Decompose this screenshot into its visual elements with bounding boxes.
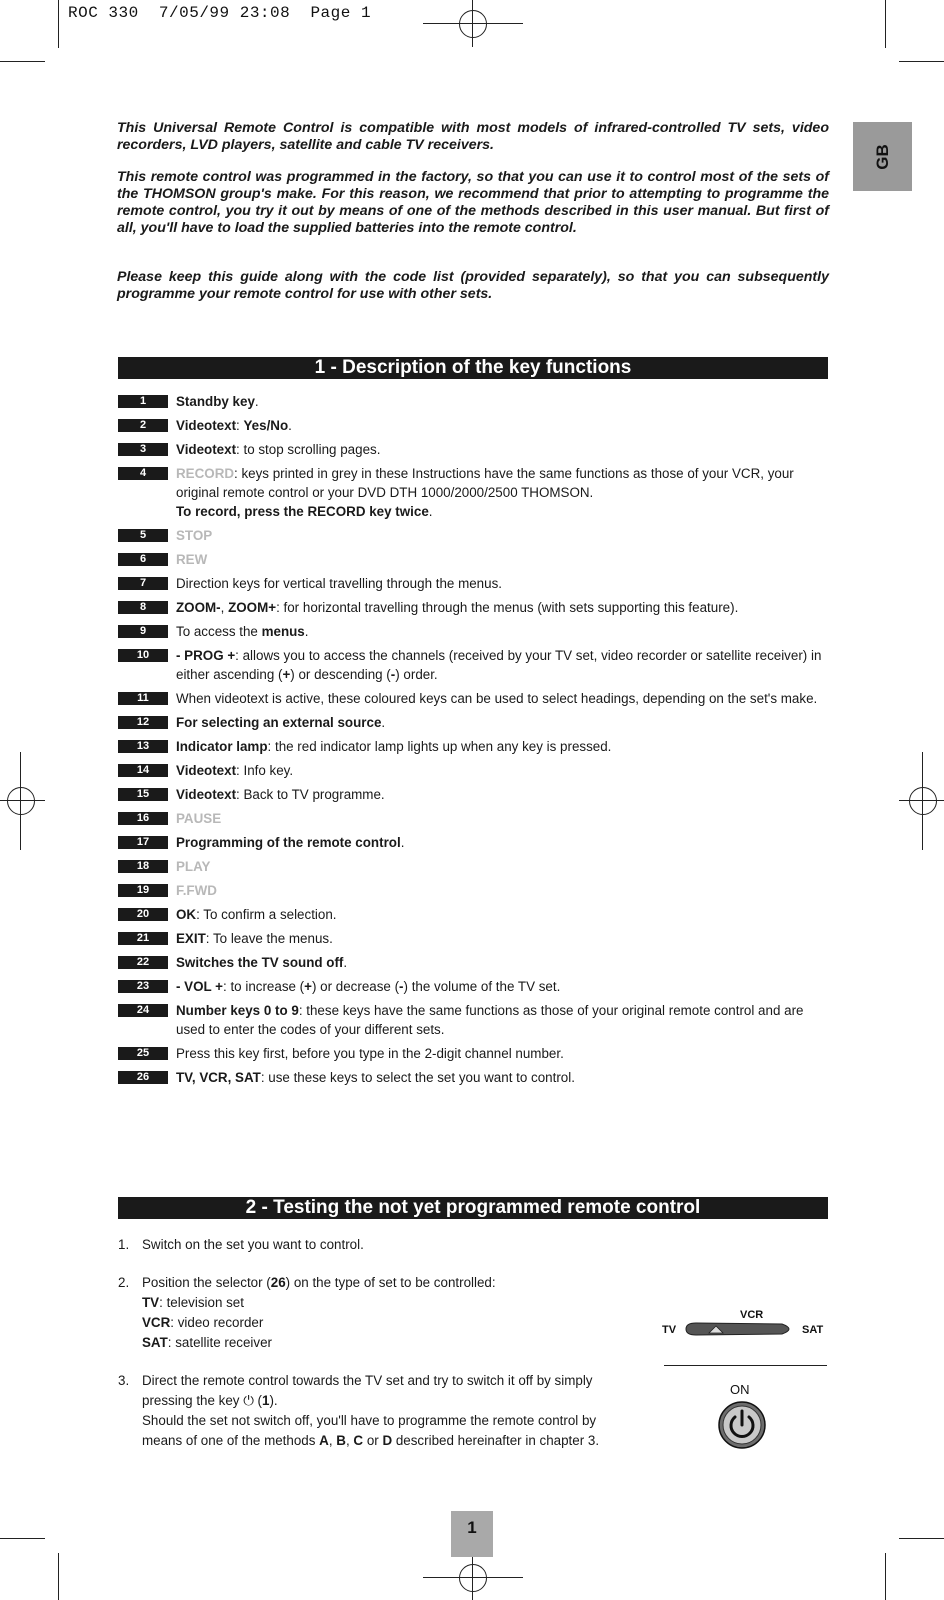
key-description bbox=[176, 416, 830, 435]
text-run: : To leave the menus. bbox=[205, 931, 333, 946]
key-number-badge: 22 bbox=[118, 956, 168, 969]
key-number-badge: 1 bbox=[118, 395, 168, 408]
key-number-badge: 17 bbox=[118, 836, 168, 849]
key-function-row bbox=[118, 737, 830, 761]
text-run: , bbox=[345, 1433, 354, 1448]
text-run: : for horizontal travelling through the menus (with sets supporting this feature). bbox=[276, 600, 739, 615]
text-run: . bbox=[288, 418, 292, 433]
text-run: . bbox=[381, 715, 386, 730]
key-number-badge: 10 bbox=[118, 649, 168, 662]
key-number-badge: 25 bbox=[118, 1047, 168, 1060]
key-number-badge: 26 bbox=[118, 1071, 168, 1084]
grey-key-name: REW bbox=[176, 552, 208, 567]
print-header: ROC 330 7/05/99 23:08 Page 1 bbox=[68, 4, 372, 22]
intro-paragraph: Please keep this guide along with the code list (provided separately), so that you can subsequently programme your remote control for use with other sets. bbox=[117, 269, 829, 302]
key-description bbox=[176, 526, 830, 545]
key-function-row bbox=[118, 1044, 830, 1068]
key-function-row bbox=[118, 416, 830, 440]
key-number-badge: 4 bbox=[118, 467, 168, 480]
key-description bbox=[176, 464, 830, 521]
key-function-row bbox=[118, 1068, 830, 1092]
key-function-row bbox=[118, 646, 830, 689]
text-run: Switch on the set you want to control. bbox=[142, 1237, 364, 1252]
bold-term: - bbox=[399, 979, 404, 994]
text-run: : To confirm a selection. bbox=[196, 907, 337, 922]
bold-term: + bbox=[304, 979, 312, 994]
key-number-badge: 12 bbox=[118, 716, 168, 729]
key-description bbox=[176, 622, 830, 641]
crop-mark-top-right-v bbox=[885, 0, 886, 48]
key-description bbox=[176, 550, 830, 569]
bold-term: To record, press the RECORD key twice bbox=[176, 504, 429, 519]
crop-mark-bottom-left-h bbox=[0, 1538, 45, 1539]
key-number-badge: 19 bbox=[118, 884, 168, 897]
key-description bbox=[176, 833, 830, 852]
key-function-row bbox=[118, 809, 830, 833]
text-run: : video recorder bbox=[170, 1315, 264, 1330]
text-run: ) or descending ( bbox=[290, 667, 391, 682]
key-description bbox=[176, 953, 830, 972]
test-steps-list bbox=[118, 1235, 638, 1451]
selector-sat-label: SAT bbox=[802, 1324, 824, 1336]
key-number-badge: 15 bbox=[118, 788, 168, 801]
key-number-badge: 13 bbox=[118, 740, 168, 753]
bold-term: - PROG + bbox=[176, 648, 236, 663]
section-1-heading: 1 - Description of the key functions bbox=[118, 357, 828, 379]
text-run: When videotext is active, these coloured keys can be used to select headings, depending on the set's make. bbox=[176, 691, 818, 706]
bold-term: Videotext bbox=[176, 787, 237, 802]
grey-key-name: F.FWD bbox=[176, 883, 217, 898]
illustration-divider bbox=[664, 1365, 827, 1366]
key-number-badge: 11 bbox=[118, 692, 168, 705]
text-run: ). bbox=[269, 1393, 278, 1408]
bold-term: TV, VCR, SAT bbox=[176, 1070, 261, 1085]
intro-paragraph: This remote control was programmed in the factory, so that you can use it to control most of the sets of the THOMSON group's make. For this reason, we recommend that prior to attempting to programme the remote control, you try it out by means of one of the methods described in this user manual. But first of all, you'll have to load the supplied batteries into the remote control. bbox=[117, 169, 829, 236]
bold-term: A bbox=[319, 1433, 329, 1448]
key-number-badge: 23 bbox=[118, 980, 168, 993]
key-function-row bbox=[118, 598, 830, 622]
text-run: : use these keys to select the set you want to control. bbox=[260, 1070, 575, 1085]
bold-term: Videotext bbox=[176, 763, 237, 778]
grey-key-name: PLAY bbox=[176, 859, 211, 874]
crop-mark-top-right-h bbox=[899, 61, 944, 62]
bold-term: Switches the TV sound off bbox=[176, 955, 344, 970]
text-run: Press this key first, before you type in the 2-digit channel number. bbox=[176, 1046, 564, 1061]
key-description bbox=[176, 881, 830, 900]
key-number-badge: 7 bbox=[118, 577, 168, 590]
bold-term: Number keys 0 to 9 bbox=[176, 1003, 299, 1018]
key-function-row bbox=[118, 857, 830, 881]
key-description bbox=[176, 809, 830, 828]
grey-key-name: STOP bbox=[176, 528, 213, 543]
key-number-badge: 18 bbox=[118, 860, 168, 873]
key-number-badge: 16 bbox=[118, 812, 168, 825]
page-number: 1 bbox=[451, 1511, 493, 1557]
key-description bbox=[176, 1068, 830, 1087]
bold-term: Yes/No bbox=[243, 418, 289, 433]
crop-mark-bottom-left-v bbox=[58, 1553, 59, 1600]
key-description bbox=[176, 1044, 830, 1063]
key-description bbox=[176, 392, 830, 411]
bold-term: EXIT bbox=[176, 931, 206, 946]
text-run: : to stop scrolling pages. bbox=[236, 442, 381, 457]
bold-term: ZOOM- bbox=[176, 600, 221, 615]
key-description bbox=[176, 1001, 830, 1039]
key-number-badge: 24 bbox=[118, 1004, 168, 1017]
bold-term: - VOL + bbox=[176, 979, 224, 994]
text-run: ) order. bbox=[395, 667, 438, 682]
key-function-row bbox=[118, 785, 830, 809]
bold-term: D bbox=[382, 1433, 393, 1448]
bold-term: ZOOM+ bbox=[228, 600, 277, 615]
on-button-illustration bbox=[715, 1383, 771, 1453]
key-description bbox=[176, 713, 830, 732]
key-function-row bbox=[118, 713, 830, 737]
crop-mark-top-left-h bbox=[0, 61, 45, 62]
text-run: described hereinafter in chapter 3. bbox=[392, 1433, 600, 1448]
key-number-badge: 2 bbox=[118, 419, 168, 432]
key-function-row bbox=[118, 905, 830, 929]
bold-term: B bbox=[336, 1433, 346, 1448]
key-function-row bbox=[118, 1001, 830, 1044]
text-run: Direct the remote control towards the TV set and try to switch it off by simply pressing the key ⏻ ( bbox=[142, 1373, 593, 1408]
key-function-row bbox=[118, 833, 830, 857]
key-function-row bbox=[118, 689, 830, 713]
crop-mark-bottom-right-h bbox=[899, 1538, 944, 1539]
key-function-row bbox=[118, 574, 830, 598]
key-number-badge: 14 bbox=[118, 764, 168, 777]
key-function-row bbox=[118, 464, 830, 526]
text-run: To access the bbox=[176, 624, 262, 639]
text-run: : the red indicator lamp lights up when any key is pressed. bbox=[267, 739, 612, 754]
bold-term: 1 bbox=[262, 1393, 270, 1408]
text-run: : to increase ( bbox=[223, 979, 305, 994]
selector-tv-label: TV bbox=[662, 1324, 677, 1336]
bold-term: OK bbox=[176, 907, 197, 922]
key-number-badge: 20 bbox=[118, 908, 168, 921]
text-run: : these keys have the same functions as those of your original remote control and are used to enter the codes of your different sets. bbox=[176, 1003, 804, 1037]
section-2-heading: 2 - Testing the not yet programmed remote control bbox=[118, 1197, 828, 1219]
key-description bbox=[176, 977, 830, 996]
intro-paragraph: This Universal Remote Control is compatible with most models of infrared-controlled TV sets, video recorders, LVD players, satellite and cable TV receivers. bbox=[117, 120, 829, 153]
selector-track bbox=[686, 1323, 789, 1335]
text-run: . bbox=[304, 624, 309, 639]
key-function-row bbox=[118, 929, 830, 953]
bold-term: TV bbox=[142, 1295, 160, 1310]
step-number: 3. bbox=[118, 1373, 130, 1388]
key-function-row bbox=[118, 953, 830, 977]
text-run: : satellite receiver bbox=[167, 1335, 272, 1350]
key-description bbox=[176, 598, 830, 617]
text-run: : television set bbox=[159, 1295, 244, 1310]
key-description bbox=[176, 737, 830, 756]
language-tab-label: GB bbox=[872, 143, 892, 170]
key-function-list bbox=[118, 392, 830, 1092]
crop-mark-top-left-v bbox=[58, 0, 59, 48]
key-description bbox=[176, 785, 830, 804]
grey-key-name: PAUSE bbox=[176, 811, 222, 826]
bold-term: Indicator lamp bbox=[176, 739, 268, 754]
bold-term: menus bbox=[261, 624, 305, 639]
test-step bbox=[118, 1371, 638, 1451]
test-step bbox=[118, 1235, 638, 1255]
text-run: ) or decrease ( bbox=[311, 979, 400, 994]
crop-mark-bottom-right-v bbox=[885, 1553, 886, 1600]
text-run: , bbox=[220, 600, 229, 615]
text-run: or bbox=[363, 1433, 383, 1448]
text-run: . bbox=[400, 835, 405, 850]
bold-term: Videotext bbox=[176, 418, 237, 433]
key-description bbox=[176, 689, 830, 708]
text-run: , bbox=[328, 1433, 337, 1448]
test-step bbox=[118, 1273, 638, 1353]
grey-key-name: RECORD bbox=[176, 466, 235, 481]
key-description bbox=[176, 574, 830, 593]
bold-term: Programming of the remote control bbox=[176, 835, 401, 850]
step-number: 1. bbox=[118, 1237, 130, 1252]
bold-term: C bbox=[353, 1433, 364, 1448]
key-description bbox=[176, 905, 830, 924]
key-description bbox=[176, 929, 830, 948]
key-function-row bbox=[118, 977, 830, 1001]
key-function-row bbox=[118, 392, 830, 416]
step-number: 2. bbox=[118, 1275, 130, 1290]
text-run: . bbox=[254, 394, 259, 409]
text-run: : allows you to access the channels (received by your TV set, video recorder or satellite receiver) in either ascending ( bbox=[176, 648, 822, 682]
selector-vcr-label: VCR bbox=[740, 1309, 764, 1321]
key-function-row bbox=[118, 622, 830, 646]
bold-term: VCR bbox=[142, 1315, 171, 1330]
selector-switch-illustration bbox=[662, 1306, 830, 1346]
key-number-badge: 21 bbox=[118, 932, 168, 945]
bold-term: Standby key bbox=[176, 394, 255, 409]
text-run: . bbox=[428, 504, 433, 519]
text-run: ) on the type of set to be controlled: bbox=[285, 1275, 496, 1290]
text-run: : bbox=[236, 418, 244, 433]
text-run: : Info key. bbox=[236, 763, 294, 778]
bold-term: For selecting an external source bbox=[176, 715, 382, 730]
text-run: . bbox=[343, 955, 348, 970]
text-run: Position the selector ( bbox=[142, 1275, 271, 1290]
key-description bbox=[176, 761, 830, 780]
bold-term: SAT bbox=[142, 1335, 168, 1350]
key-description bbox=[176, 646, 830, 684]
key-number-badge: 6 bbox=[118, 553, 168, 566]
text-run: Should the set not switch off, you'll have to programme the remote control by means of one of the methods bbox=[142, 1413, 597, 1448]
on-label: ON bbox=[730, 1383, 750, 1397]
key-number-badge: 5 bbox=[118, 529, 168, 542]
bold-term: 26 bbox=[270, 1275, 286, 1290]
text-run: : keys printed in grey in these Instructions have the same functions as those of your VCR, your original remote control or your DVD DTH 1000/2000/2500 THOMSON. bbox=[176, 466, 794, 500]
bold-term: - bbox=[390, 667, 396, 682]
key-function-row bbox=[118, 881, 830, 905]
key-function-row bbox=[118, 440, 830, 464]
key-number-badge: 9 bbox=[118, 625, 168, 638]
key-number-badge: 8 bbox=[118, 601, 168, 614]
language-tab bbox=[853, 122, 912, 191]
key-function-row bbox=[118, 550, 830, 574]
bold-term: Videotext bbox=[176, 442, 237, 457]
key-number-badge: 3 bbox=[118, 443, 168, 456]
text-run: Direction keys for vertical travelling through the menus. bbox=[176, 576, 502, 591]
text-run: : Back to TV programme. bbox=[236, 787, 385, 802]
text-run: ) the volume of the TV set. bbox=[403, 979, 561, 994]
bold-term: + bbox=[282, 667, 291, 682]
key-description bbox=[176, 440, 830, 459]
key-function-row bbox=[118, 761, 830, 785]
key-description bbox=[176, 857, 830, 876]
key-function-row bbox=[118, 526, 830, 550]
